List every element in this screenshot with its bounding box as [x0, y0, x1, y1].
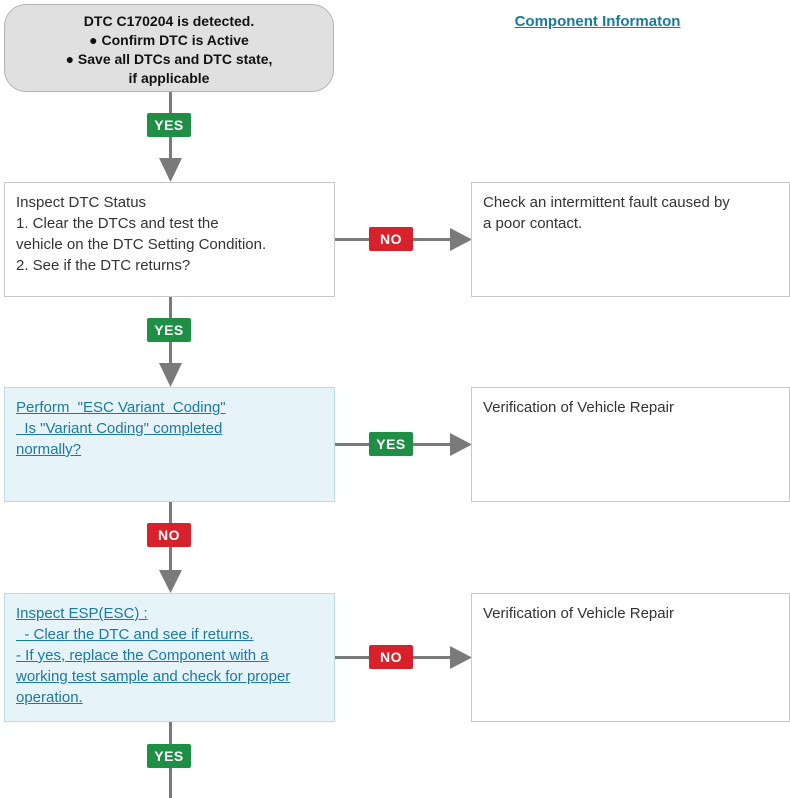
start-line: ● Save all DTCs and DTC state, [65, 51, 273, 67]
step-link-line[interactable]: - Clear the DTC and see if returns. [16, 626, 254, 643]
result-line: Verification of Vehicle Repair [483, 605, 674, 622]
step-inspect-esp-esc[interactable] [4, 593, 335, 722]
start-line: if applicable [128, 70, 210, 86]
arrow-head [450, 433, 472, 456]
yes-badge: YES [147, 113, 191, 137]
no-badge: NO [369, 645, 413, 669]
step-line: 1. Clear the DTCs and test the [16, 215, 219, 232]
step-link-line[interactable]: operation. [16, 689, 83, 706]
step-link-line[interactable]: Inspect ESP(ESC) : [16, 605, 148, 622]
step-inspect-dtc-status [4, 182, 335, 297]
step-link-line[interactable]: normally? [16, 441, 82, 458]
yes-badge: YES [147, 744, 191, 768]
arrow-head [159, 158, 182, 182]
result-intermittent-fault [471, 182, 790, 297]
result-line: Check an intermittent fault caused by [483, 194, 730, 211]
step-link-line[interactable]: working test sample and check for proper [16, 668, 291, 685]
start-line: ● Confirm DTC is Active [89, 32, 249, 48]
result-verification-repair-1 [471, 387, 790, 502]
component-information-link[interactable]: Component Informaton [514, 13, 681, 30]
step-link-line[interactable]: Perform "ESC Variant Coding" [16, 399, 226, 416]
step-line: Inspect DTC Status [16, 194, 147, 211]
no-badge: NO [147, 523, 191, 547]
no-badge: NO [369, 227, 413, 251]
arrow-head [159, 570, 182, 593]
start-line: DTC C170204 is detected. [83, 13, 255, 29]
start-box [4, 4, 334, 92]
yes-badge: YES [147, 318, 191, 342]
result-line: Verification of Vehicle Repair [483, 399, 674, 416]
arrow-head [159, 363, 182, 387]
arrow-head [450, 228, 472, 251]
result-line: a poor contact. [483, 215, 583, 232]
step-line: 2. See if the DTC returns? [16, 257, 191, 274]
step-link-line[interactable]: - If yes, replace the Component with a [16, 647, 269, 664]
result-verification-repair-2 [471, 593, 790, 722]
step-link-line[interactable]: Is "Variant Coding" completed [16, 420, 223, 437]
step-line: vehicle on the DTC Setting Condition. [16, 236, 267, 253]
arrow-head [450, 646, 472, 669]
yes-badge: YES [369, 432, 413, 456]
step-esc-variant-coding[interactable] [4, 387, 335, 502]
